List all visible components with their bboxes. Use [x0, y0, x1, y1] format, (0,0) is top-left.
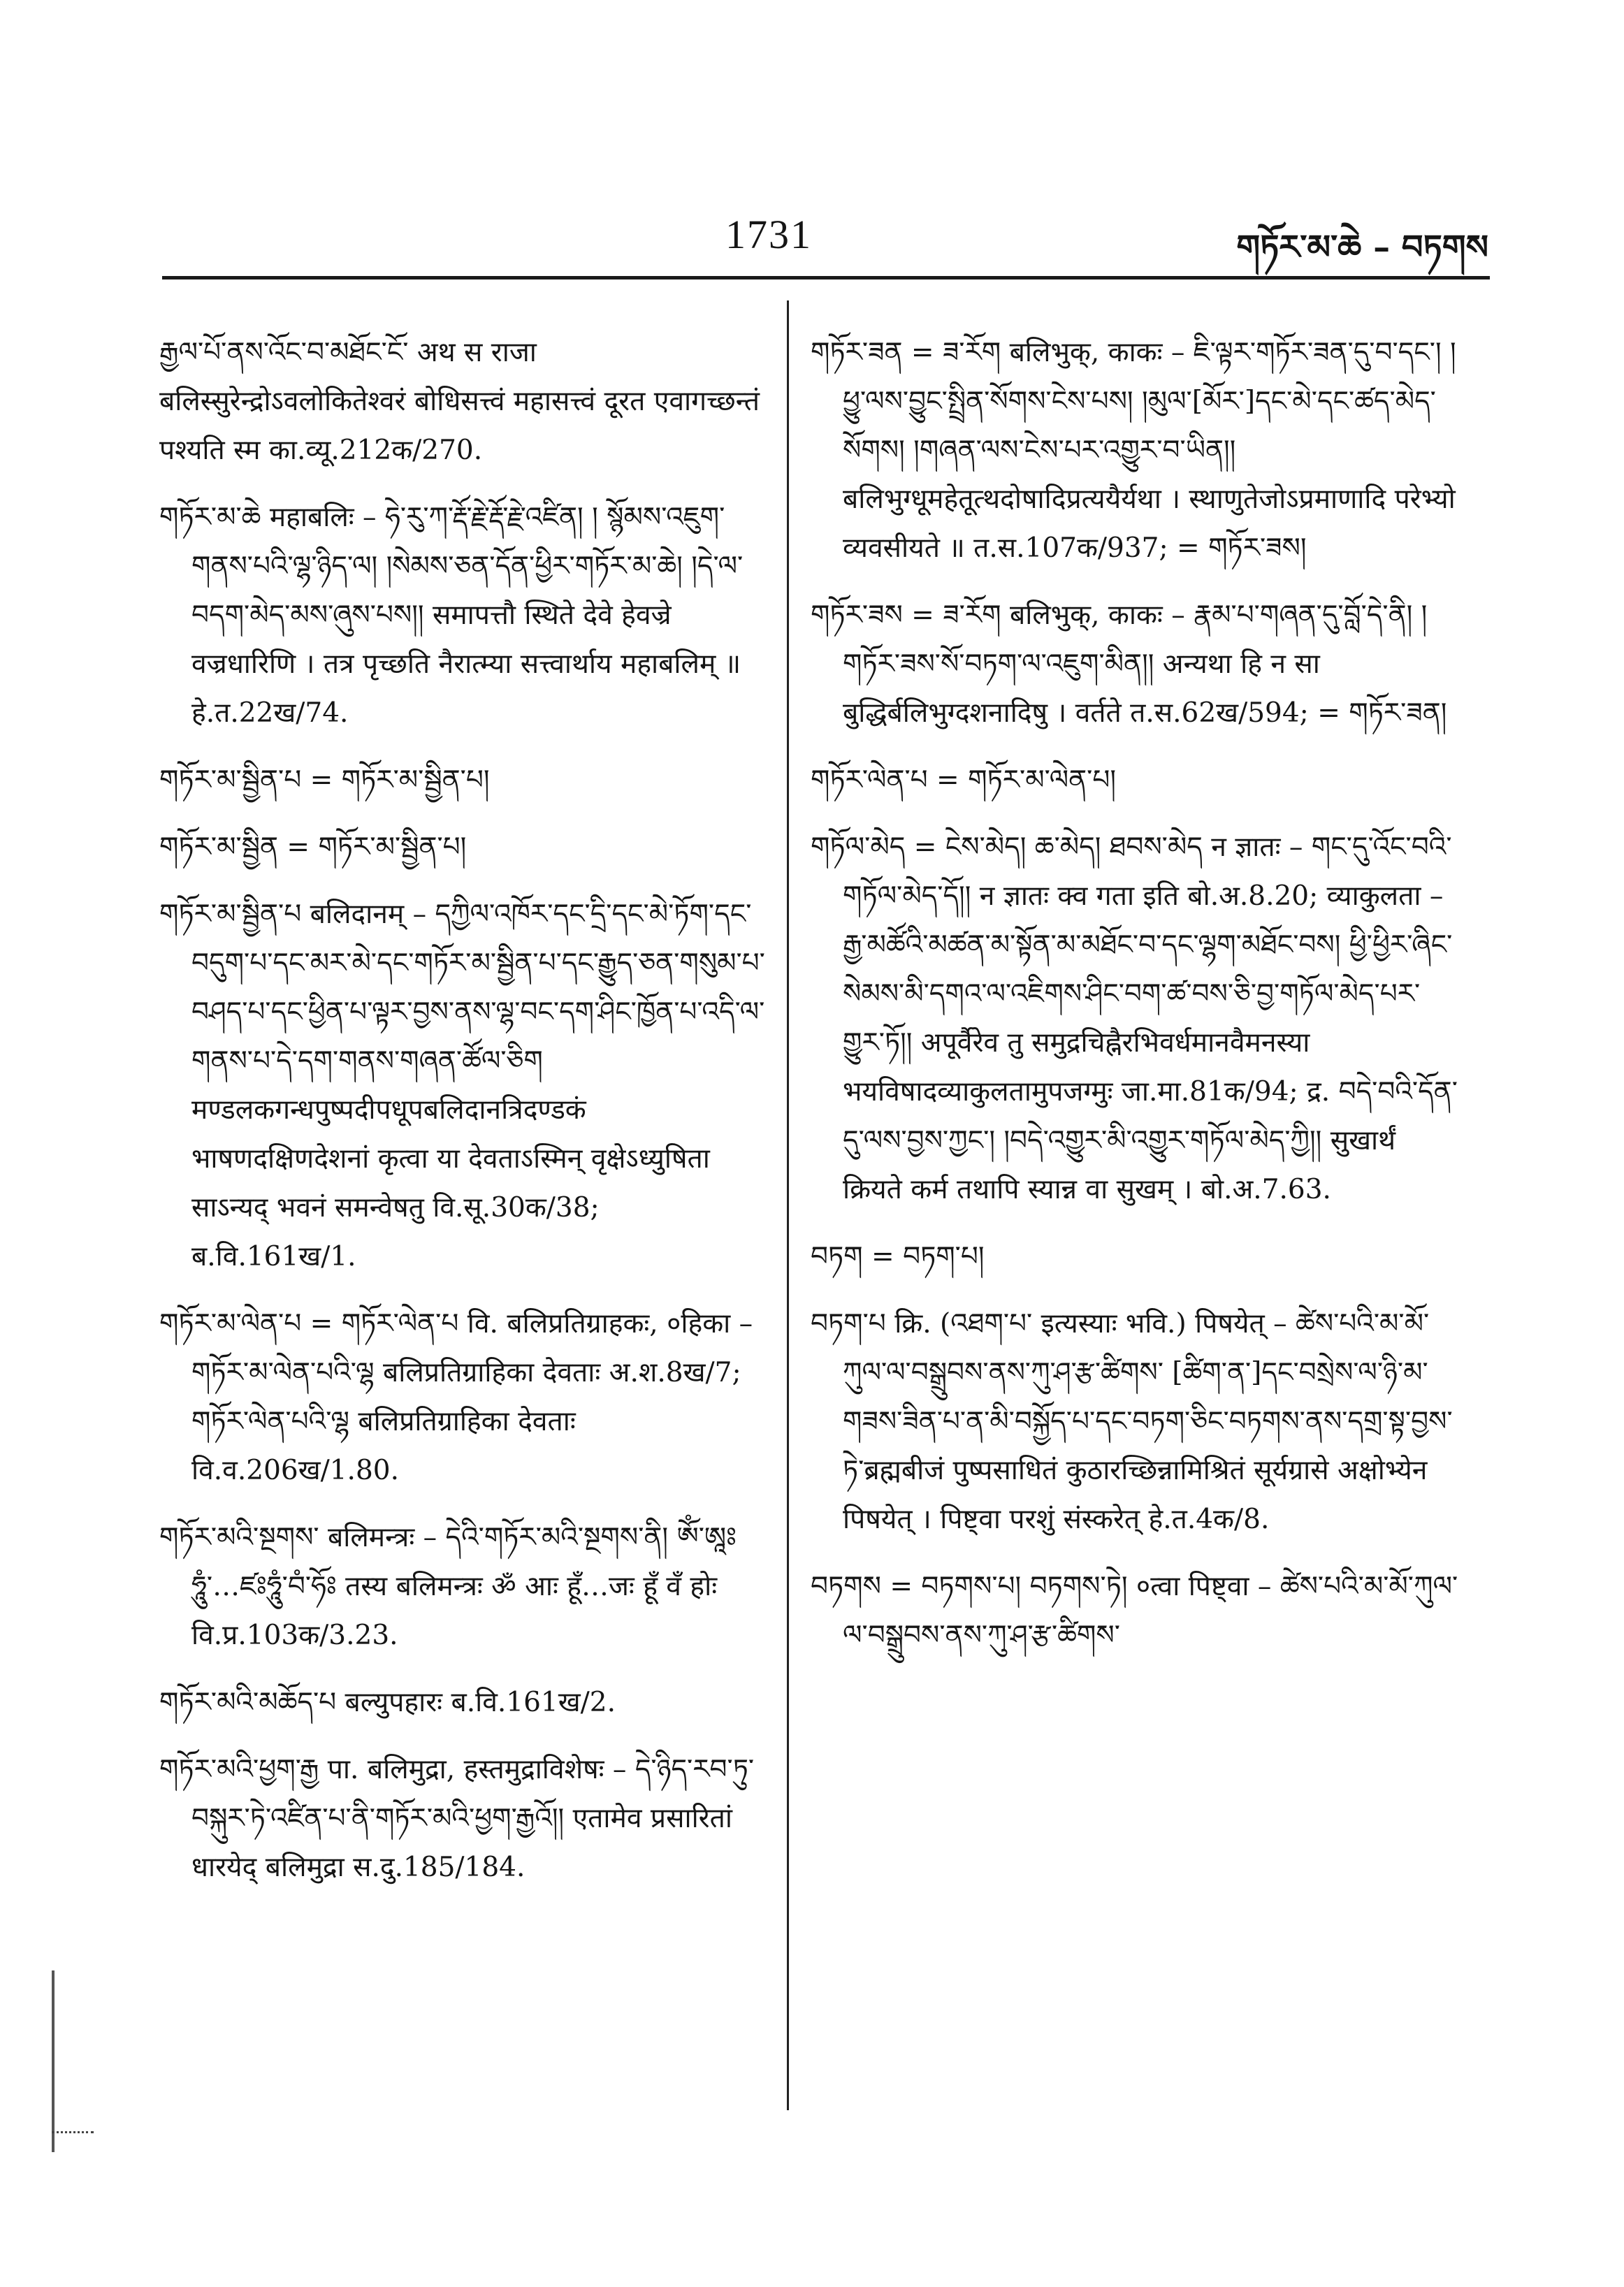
scan-edge-mark	[52, 1970, 61, 2152]
dictionary-entry: གཏོར་མ་སྦྱིན་པ बलिदानम् – དཀྱིལ་འཁོར་དང་དྲི་དང་མེ་ཏོག་དང་བདུག་པ་དང་མར་མེ་དང་གཏོར་མ་སྦྱིན་པ་དང་རྒྱུད་ཅན་གསུམ་པ་བཤད་པ་དང་ཕྱིན་པ་ལྟར་བྱས་ནས་ལྷ་བང་དག་ཤིང་ཁྱོན་པ་འདི་ལ་གནས་པ་དེ་དག་གནས་གཞན་ཚོལ་ཅིག मण्डलकगन्धपुष्पदीपधूपबलिदानत्रिदण्डकं भाषणदक्षिणदेशनां कृत्वा या देवताऽस्मिन् वृक्षेऽध्युषिता साऽन्यद् भवनं समन्वेषतु वि.सू.30क/38; ब.वि.161ख/1.	[159, 899, 765, 1272]
dictionary-entry: གཏོར་མའི་མཆོད་པ बल्युपहारः ब.वि.161ख/2.	[159, 1687, 616, 1718]
page-header	[0, 0, 1624, 293]
running-head: གཏོར་མ་ཆེ – བཏགས	[1236, 228, 1488, 267]
left-column	[159, 328, 767, 1910]
right-column	[811, 328, 1460, 1678]
dictionary-entry-crossref: བཏག = བཏག་པ།	[811, 1241, 985, 1272]
dictionary-entry: གཏོར་མ་ལེན་པ = གཏོར་ལེན་པ वि. बलिप्रतिग्राहकः, ०हिका – གཏོར་མ་ལེན་པའི་ལྷ बलिप्रतिग्राहिका देवताः अ.श.8ख/7; གཏོར་ལེན་པའི་ལྷ बलिप्रतिग्राहिका देवताः वि.व.206ख/1.80.	[159, 1308, 753, 1486]
dictionary-entry: གཏོར་མའི་ཕྱག་རྒྱ पा. बलिमुद्रा, हस्तमुद्राविशेषः – དེ་ཉིད་རབ་ཏུ་བསྐུར་ཏེ་འཛིན་པ་ནི་གཏོར་མའི་ཕྱག་རྒྱའོ།། एतामेव प्रसारितां धारयेद् बलिमुद्रा स.दु.185/184.	[159, 1754, 755, 1883]
dictionary-entry: རྒྱལ་པོ་ནས་འོང་བ་མཐོང་ངོ་ अथ स राजा बलिस्सुरेन्द्रोऽवलोकितेश्वरं बोधिसत्त्वं महासत्त्वं दूरत एवागच्छन्तं पश्यति स्म का.व्यू.212क/270.	[159, 337, 760, 466]
dictionary-entry: གཏོལ་མེད = ངེས་མེད། ཆ་མེད། ཐབས་མེད न ज्ञातः – གང་དུ་འོང་བའི་གཏོལ་མེད་དོ།། न ज्ञातः क्व गता इति बो.अ.8.20; व्याकुलता – རྒྱ་མཚོའི་མཚན་མ་སྟོན་མ་མཐོང་བ་དང་ལྷག་མཐོང་བས། ཕྱི་ཕྱིར་ཞིང་སེམས་མི་དགའ་ལ་འཇིགས་ཤིང་བག་ཚ་བས་ཅི་བྱ་གཏོལ་མེད་པར་གྱུར་ཏོ།། अपूर्वैरेव तु समुद्रचिह्नैरभिवर्धमानवैमनस्या भयविषादव्याकुलतामुपजग्मुः जा.मा.81क/94; द्र. བདེ་བའི་དོན་དུ་ལས་བྱས་ཀྱང་། །བདེ་འགྱུར་མི་འགྱུར་གཏོལ་མེད་ཀྱི།། सुखार्थं क्रियते कर्म तथापि स्यान्न वा सुखम् । बो.अ.7.63.	[811, 832, 1458, 1205]
dictionary-entry: བཏག་པ क्रि. (འཐག་པ་ इत्यस्याः भवि.) पिषयेत् – ཚེས་པའི་མ་མོ་ཀུལ་ལ་བསྒྲུབས་ནས་ཀུ་ཤ་རྩ་ཚིགས་ [ཚིག་ན་]དང་བསྲེས་ལ་ཉི་མ་གཟས་ཟིན་པ་ན་མི་བསྐྱོད་པ་དང་བཏག་ཅིང་བཏགས་ནས་དགྲ་སྟ་བྱས་ཏེ་ब्रह्मबीजं पुष्पसाधितं कुठारच्छिन्नामिश्रितं सूर्यग्रासे अक्षोभ्येन पिषयेत् । पिष्ट्वा परशुं संस्करेत् हे.त.4क/8.	[811, 1308, 1453, 1535]
page-number: 1731	[725, 212, 812, 257]
column-divider	[787, 300, 789, 2110]
dictionary-entry-crossref: གཏོར་ལེན་པ = གཏོར་མ་ལེན་པ།	[811, 764, 1117, 796]
dictionary-entry-crossref: གཏོར་མ་སྦྱིན = གཏོར་མ་སྦྱིན་པ།	[159, 832, 467, 863]
dictionary-entry-crossref: གཏོར་མ་སྦྱིན་པ = གཏོར་མ་སྦྱིན་པ།	[159, 764, 490, 796]
header-rule	[162, 276, 1490, 279]
scan-edge-mark	[52, 2131, 94, 2137]
dictionary-entry: བཏགས = བཏགས་པ། བཏགས་ཏེ། ०त्वा पिष्ट्वा – ཚེས་པའི་མ་མོ་ཀུལ་ལ་བསྒྲུབས་ནས་ཀུ་ཤ་རྩ་ཚིགས་	[811, 1571, 1458, 1651]
dictionary-entry: གཏོར་མ་ཆེ महाबलिः – ཧེ་རུ་ཀ་རྡོ་རྗེ་རྡོ་རྗེ་འཛིན། ། སྙོམས་འཇུག་གནས་པའི་ལྷ་ཉིད་ལ། །སེམས་ཅན་དོན་ཕྱིར་གཏོར་མ་ཆེ། །དེ་ལ་བདག་མེད་མས་ཞུས་པས།། समापत्तौ स्थिते देवे हेवज्रे वज्रधारिणि । तत्र पृच्छति नैरात्म्या सत्त्वार्थाय महाबलिम् ॥ हे.त.22ख/74.	[159, 502, 744, 729]
dictionary-entry: གཏོར་མའི་སྔགས་ बलिमन्त्रः – དེའི་གཏོར་མའི་སྔགས་ནི། ཨོཾ་ཨཱཿཧཱུཾ་…ཛཿཧཱུཾ་བཾ་ཧོཿ तस्य बलिमन्त्रः ॐ आः हूँ…जः हूँ वँ होः वि.प्र.103क/3.23.	[159, 1522, 737, 1651]
dictionary-entry: གཏོར་ཟས = ཟ་རོག बलिभुक्, काकः – རྣམ་པ་གཞན་དུ་བློ་དེ་ནི། །གཏོར་ཟས་སོ་བཏག་ལ་འཇུག་མིན།། अन्यथा हि न सा बुद्धिर्बलिभुग्दशनादिषु । वर्तते त.स.62ख/594; = གཏོར་ཟན།	[811, 600, 1447, 729]
dictionary-entry: གཏོར་ཟན = ཟ་རོག बलिभुक्, काकः – ཇི་ལྟར་གཏོར་ཟན་དུ་བ་དང་། །ཕྱུ་ལས་བྱུང་སྤྲིན་སོགས་ངེས་པས། །མུལ་[མོར་]དང་མེ་དང་ཚད་མེད་སོགས། །གཞན་ལས་ངེས་པར་འགྱུར་བ་ཡིན།། बलिभुग्धूमहेतूत्थदोषादिप्रत्ययैर्यथा । स्थाणुतेजोऽप्रमाणादि परेभ्यो व्यवसीयते ॥ त.स.107क/937; = གཏོར་ཟས།	[811, 337, 1456, 564]
